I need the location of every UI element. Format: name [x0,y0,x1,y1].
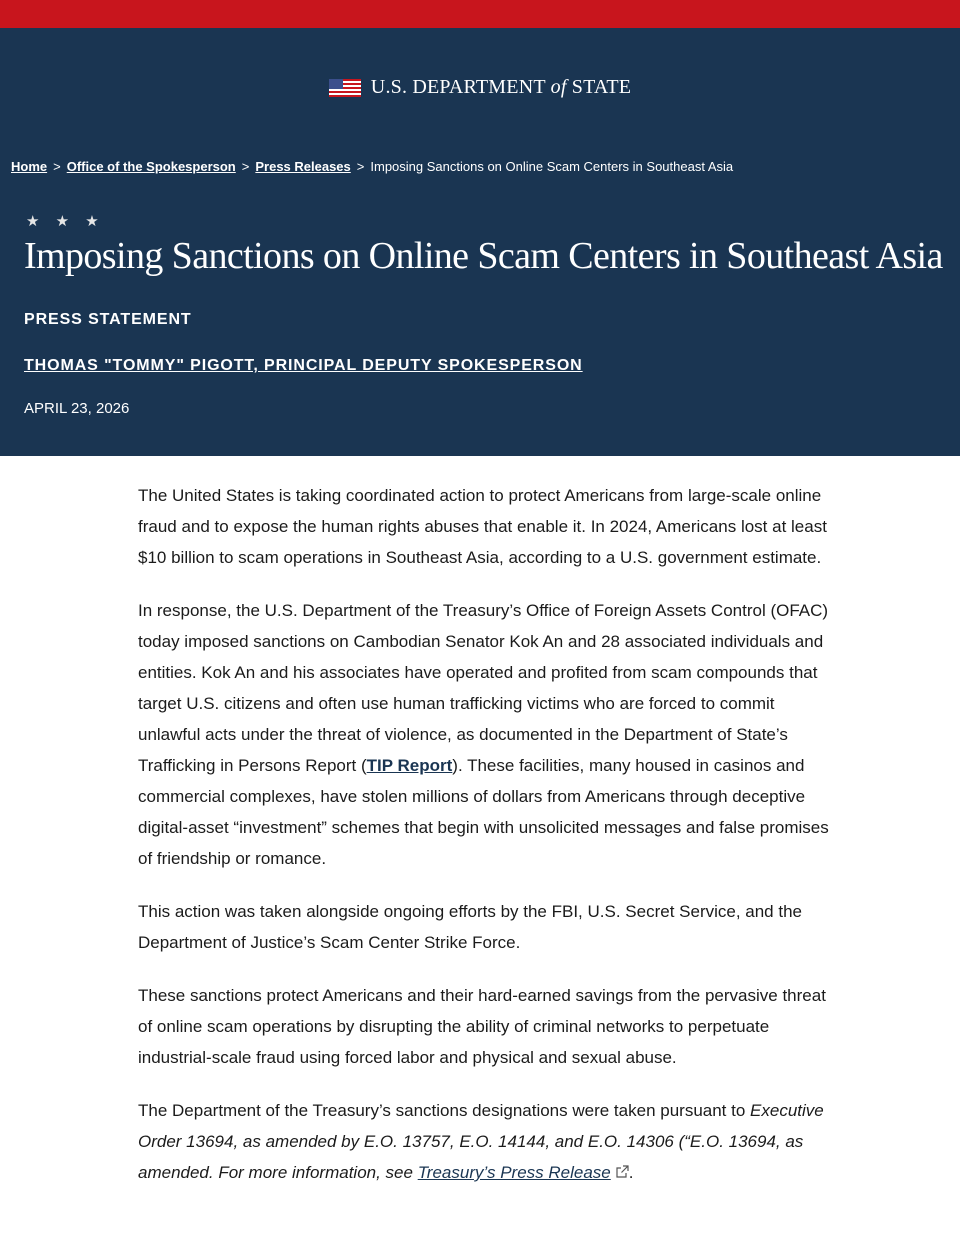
paragraph-2 [138,595,838,874]
paragraph-3: This action was taken alongside ongoing efforts by the FBI, U.S. Secret Service, and the Department of Justice’s Scam Center Strike Force. [138,902,802,952]
breadcrumb-separator: > [53,159,61,174]
paragraph-1: The United States is taking coordinated action to protect Americans from large-scale online fraud and to expose the human rights abuses that enable it. In 2024, Americans lost at least $10 billion to scam operations in Southeast Asia, according to a U.S. government estimate. [138,486,827,567]
top-red-bar [0,0,960,28]
paragraph-2-text-before: In response, the U.S. Department of the Treasury’s Office of Foreign Assets Control (OFAC) today imposed sanctions on Cambodian Senator Kok An and 28 associated individuals and entities. Kok An and his associates have operated and profited from scam compounds that target U.S. citizens and often use human trafficking victims who are forced to commit unlawful acts under the threat of violence, as documented in the Department of State’s Trafficking in Persons Report ( [138,601,829,775]
breadcrumb-separator: > [241,159,250,174]
site-logo-text [371,76,631,99]
breadcrumb [11,159,733,174]
breadcrumb-office-of-the-spokesperson[interactable]: Office of the Spokesperson [66,159,236,174]
breadcrumb-press-releases[interactable]: Press Releases [255,159,351,174]
breadcrumb-separator: > [356,159,365,174]
paragraph-5-text-start: The Department of the Treasury’s sanctions designations were taken pursuant to [138,1101,751,1120]
page-title: Imposing Sanctions on Online Scam Centers in Southeast Asia [24,235,943,277]
paragraph-5-text-end: . [628,1163,634,1182]
page-header [0,28,960,456]
external-link-icon [615,1165,629,1179]
publish-date: APRIL 23, 2026 [24,400,130,417]
article-body [138,480,838,1210]
tip-report-link[interactable]: TIP Report [366,756,453,775]
paragraph-4: These sanctions protect Americans and their hard-earned savings from the pervasive threat of online scam operations by disrupting the ability of criminal networks to perpetuate industrial-scale fraud using forced labor and physical and sexual abuse. [138,986,826,1067]
site-logo[interactable] [0,76,960,99]
document-type: PRESS STATEMENT [24,311,192,328]
paragraph-5 [138,1095,838,1188]
breadcrumb-home[interactable]: Home [11,159,48,174]
paragraph-5-italic: Executive Order 13694, as amended by E.O. 13757, E.O. 14144, and E.O. 14306 (“E.O. 13694, as amended. For more information, see [138,1101,824,1182]
logo-text-state: STATE [571,76,632,98]
logo-text-of: of [550,76,567,98]
treasury-press-release-link[interactable]: Treasury’s Press Release [417,1163,611,1182]
us-flag-icon [329,79,361,97]
author-link[interactable]: THOMAS "TOMMY" PIGOTT, PRINCIPAL DEPUTY SPOKESPERSON [24,357,583,374]
breadcrumb-current: Imposing Sanctions on Online Scam Centers in Southeast Asia [370,159,734,174]
logo-text-department: U.S. DEPARTMENT [370,76,546,98]
stars-decoration: ★ ★ ★ [26,213,105,230]
paragraph-2-text-after: ). These facilities, many housed in casinos and commercial complexes, have stolen millions of dollars from Americans through deceptive digital-asset “investment” schemes that begin with unsolicited messages and false promises of friendship or romance. [138,756,829,868]
